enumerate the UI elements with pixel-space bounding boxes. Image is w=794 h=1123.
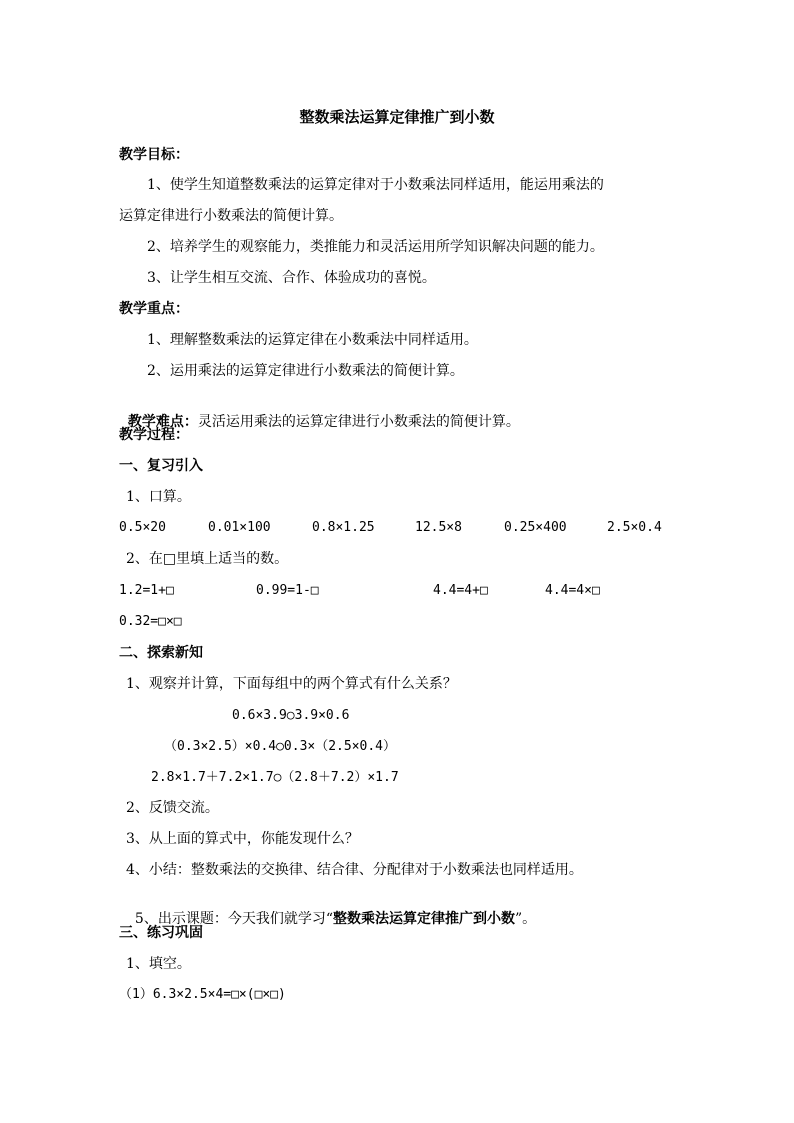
explore-step-4: 4、小结：整数乘法的交换律、结合律、分配律对于小数乘法也同样适用。 bbox=[126, 862, 583, 878]
oral-expr-4: 12.5×8 bbox=[415, 520, 462, 535]
goal-item-3: 3、让学生相互交流、合作、体验成功的喜悦。 bbox=[147, 270, 436, 286]
review-heading: 一、复习引入 bbox=[119, 458, 203, 474]
fill-prompt: 2、在□里填上适当的数。 bbox=[126, 551, 289, 567]
explore-step-5 bbox=[126, 892, 536, 928]
fill-expr-4: 4.4=4×□ bbox=[545, 583, 600, 598]
fill-expr-2: 0.99=1-□ bbox=[256, 583, 319, 598]
explore-heading: 二、探索新知 bbox=[119, 645, 203, 661]
practice-heading: 三、练习巩固 bbox=[119, 925, 203, 941]
step-5-quote-open: “ bbox=[325, 911, 333, 927]
difficulty-text: 灵活运用乘法的运算定律进行小数乘法的简便计算。 bbox=[197, 414, 520, 430]
step-5-prefix: 5、出示课题：今天我们就学习 bbox=[134, 911, 326, 927]
explore-equation-1: 0.6×3.9○3.9×0.6 bbox=[232, 708, 350, 723]
oral-expr-2: 0.01×100 bbox=[208, 520, 271, 535]
key-point-1: 1、理解整数乘法的运算定律在小数乘法中同样适用。 bbox=[147, 332, 478, 348]
explore-question-1: 1、观察并计算，下面每组中的两个算式有什么关系？ bbox=[126, 676, 457, 692]
oral-expr-6: 2.5×0.4 bbox=[607, 520, 662, 535]
goals-heading: 教学目标： bbox=[119, 147, 189, 163]
goal-item-2: 2、培养学生的观察能力，类推能力和灵活运用所学知识解决问题的能力。 bbox=[147, 239, 604, 255]
fill-expr-1: 1.2=1+□ bbox=[119, 583, 174, 598]
fill-expr-3: 4.4=4+□ bbox=[433, 583, 488, 598]
oral-expr-1: 0.5×20 bbox=[119, 520, 166, 535]
step-5-topic: 整数乘法运算定律推广到小数 bbox=[333, 911, 515, 927]
oral-expr-5: 0.25×400 bbox=[504, 520, 567, 535]
key-points-heading: 教学重点： bbox=[119, 301, 189, 317]
practice-fill-label: 1、填空。 bbox=[126, 956, 191, 972]
practice-question-1: （1）6.3×2.5×4=□×(□×□) bbox=[119, 987, 286, 1002]
key-point-2: 2、运用乘法的运算定律进行小数乘法的简便计算。 bbox=[147, 363, 464, 379]
page-title: 整数乘法运算定律推广到小数 bbox=[299, 108, 495, 126]
difficulty-label: 教学难点： bbox=[127, 414, 198, 430]
goal-item-1-line-2: 运算定律进行小数乘法的简便计算。 bbox=[119, 208, 343, 224]
oral-expr-3: 0.8×1.25 bbox=[312, 520, 375, 535]
step-5-suffix: ”。 bbox=[515, 911, 537, 927]
process-heading: 教学过程： bbox=[119, 427, 189, 443]
explore-equation-3: 2.8×1.7＋7.2×1.7○（2.8＋7.2）×1.7 bbox=[151, 770, 399, 785]
oral-calc-label: 1、口算。 bbox=[126, 489, 191, 505]
explore-step-2: 2、反馈交流。 bbox=[126, 800, 219, 816]
fill-expr-5: 0.32=□×□ bbox=[119, 614, 182, 629]
goal-item-1-line-1: 1、使学生知道整数乘法的运算定律对于小数乘法同样适用，能运用乘法的 bbox=[147, 177, 604, 193]
explore-step-3: 3、从上面的算式中，你能发现什么？ bbox=[126, 831, 359, 847]
explore-equation-2: （0.3×2.5）×0.4○0.3×（2.5×0.4） bbox=[164, 739, 397, 754]
